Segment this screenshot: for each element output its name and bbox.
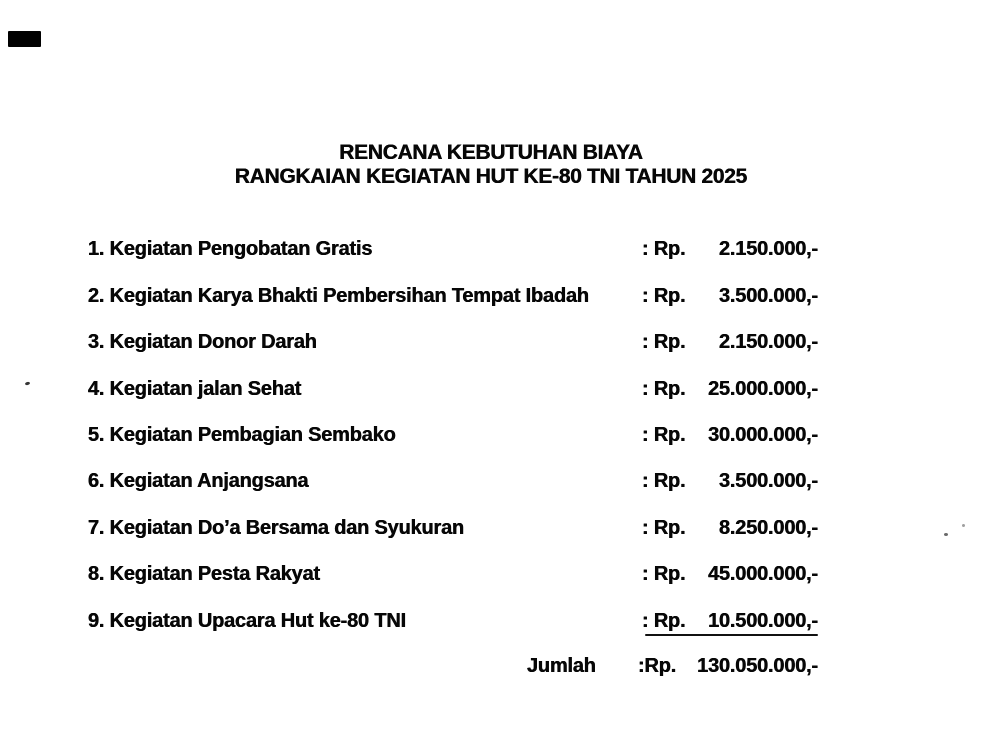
item-label: Kegiatan Donor Darah bbox=[109, 331, 317, 353]
budget-item-row bbox=[0, 470, 992, 494]
item-currency-prefix: : Rp. bbox=[642, 331, 686, 353]
budget-item-row bbox=[0, 563, 992, 587]
document-title-line2: RANGKAIAN KEGIATAN HUT KE-80 TNI TAHUN 2025 bbox=[234, 165, 748, 188]
budget-item-row bbox=[0, 610, 992, 634]
item-number-and-label bbox=[88, 378, 301, 400]
total-underline-rule bbox=[645, 634, 818, 636]
item-currency-prefix: : Rp. bbox=[642, 285, 686, 307]
item-amount: 8.250.000,- bbox=[719, 517, 818, 539]
budget-item-row bbox=[0, 517, 992, 541]
budget-item-row bbox=[0, 238, 992, 262]
document-title-line1: RENCANA KEBUTUHAN BIAYA bbox=[339, 141, 643, 164]
item-number: 5. bbox=[88, 424, 105, 446]
item-label: Kegiatan Do’a Bersama dan Syukuran bbox=[109, 517, 465, 539]
item-number: 4. bbox=[88, 378, 105, 400]
item-amount: 25.000.000,- bbox=[708, 378, 818, 400]
item-label: Kegiatan Pembagian Sembako bbox=[109, 424, 396, 446]
item-number-and-label bbox=[88, 563, 320, 585]
item-currency-prefix: : Rp. bbox=[642, 238, 686, 260]
item-label: Kegiatan jalan Sehat bbox=[109, 378, 302, 400]
item-currency-prefix: : Rp. bbox=[642, 378, 686, 400]
item-amount: 3.500.000,- bbox=[719, 470, 818, 492]
budget-item-row bbox=[0, 285, 992, 309]
item-currency-prefix: : Rp. bbox=[642, 470, 686, 492]
scan-speck bbox=[962, 524, 965, 527]
item-number-and-label bbox=[88, 238, 372, 260]
item-number: 7. bbox=[88, 517, 105, 539]
item-currency-prefix: : Rp. bbox=[642, 610, 686, 632]
item-number: 1. bbox=[88, 238, 105, 260]
item-number: 6. bbox=[88, 470, 105, 492]
item-number-and-label bbox=[88, 470, 308, 492]
item-amount: 2.150.000,- bbox=[719, 331, 818, 353]
budget-item-row bbox=[0, 424, 992, 448]
item-number-and-label bbox=[88, 610, 406, 632]
item-amount: 45.000.000,- bbox=[708, 563, 818, 585]
total-amount: 130.050.000,- bbox=[697, 655, 818, 677]
item-number-and-label bbox=[88, 331, 317, 353]
item-number-and-label bbox=[88, 517, 464, 539]
item-currency-prefix: : Rp. bbox=[642, 424, 686, 446]
item-amount: 3.500.000,- bbox=[719, 285, 818, 307]
item-amount: 30.000.000,- bbox=[708, 424, 818, 446]
item-label: Kegiatan Karya Bhakti Pembersihan Tempat Ibadah bbox=[109, 285, 589, 307]
item-currency-prefix: : Rp. bbox=[642, 517, 686, 539]
scan-artifact-corner-mark bbox=[8, 31, 41, 47]
item-number: 9. bbox=[88, 610, 105, 632]
document-title bbox=[0, 141, 982, 189]
total-row bbox=[0, 655, 992, 679]
item-label: Kegiatan Pesta Rakyat bbox=[109, 563, 320, 585]
total-currency-prefix: :Rp. bbox=[638, 655, 677, 677]
budget-item-row bbox=[0, 378, 992, 402]
item-label: Kegiatan Pengobatan Gratis bbox=[109, 238, 373, 260]
item-amount: 10.500.000,- bbox=[708, 610, 818, 632]
scan-speck bbox=[944, 533, 948, 536]
item-number: 8. bbox=[88, 563, 105, 585]
budget-item-row bbox=[0, 331, 992, 355]
item-number-and-label bbox=[88, 424, 396, 446]
item-number-and-label bbox=[88, 285, 589, 307]
item-label: Kegiatan Anjangsana bbox=[109, 470, 309, 492]
item-currency-prefix: : Rp. bbox=[642, 563, 686, 585]
item-label: Kegiatan Upacara Hut ke-80 TNI bbox=[109, 610, 406, 632]
item-amount: 2.150.000,- bbox=[719, 238, 818, 260]
total-label: Jumlah bbox=[527, 655, 596, 677]
item-number: 2. bbox=[88, 285, 105, 307]
item-number: 3. bbox=[88, 331, 105, 353]
